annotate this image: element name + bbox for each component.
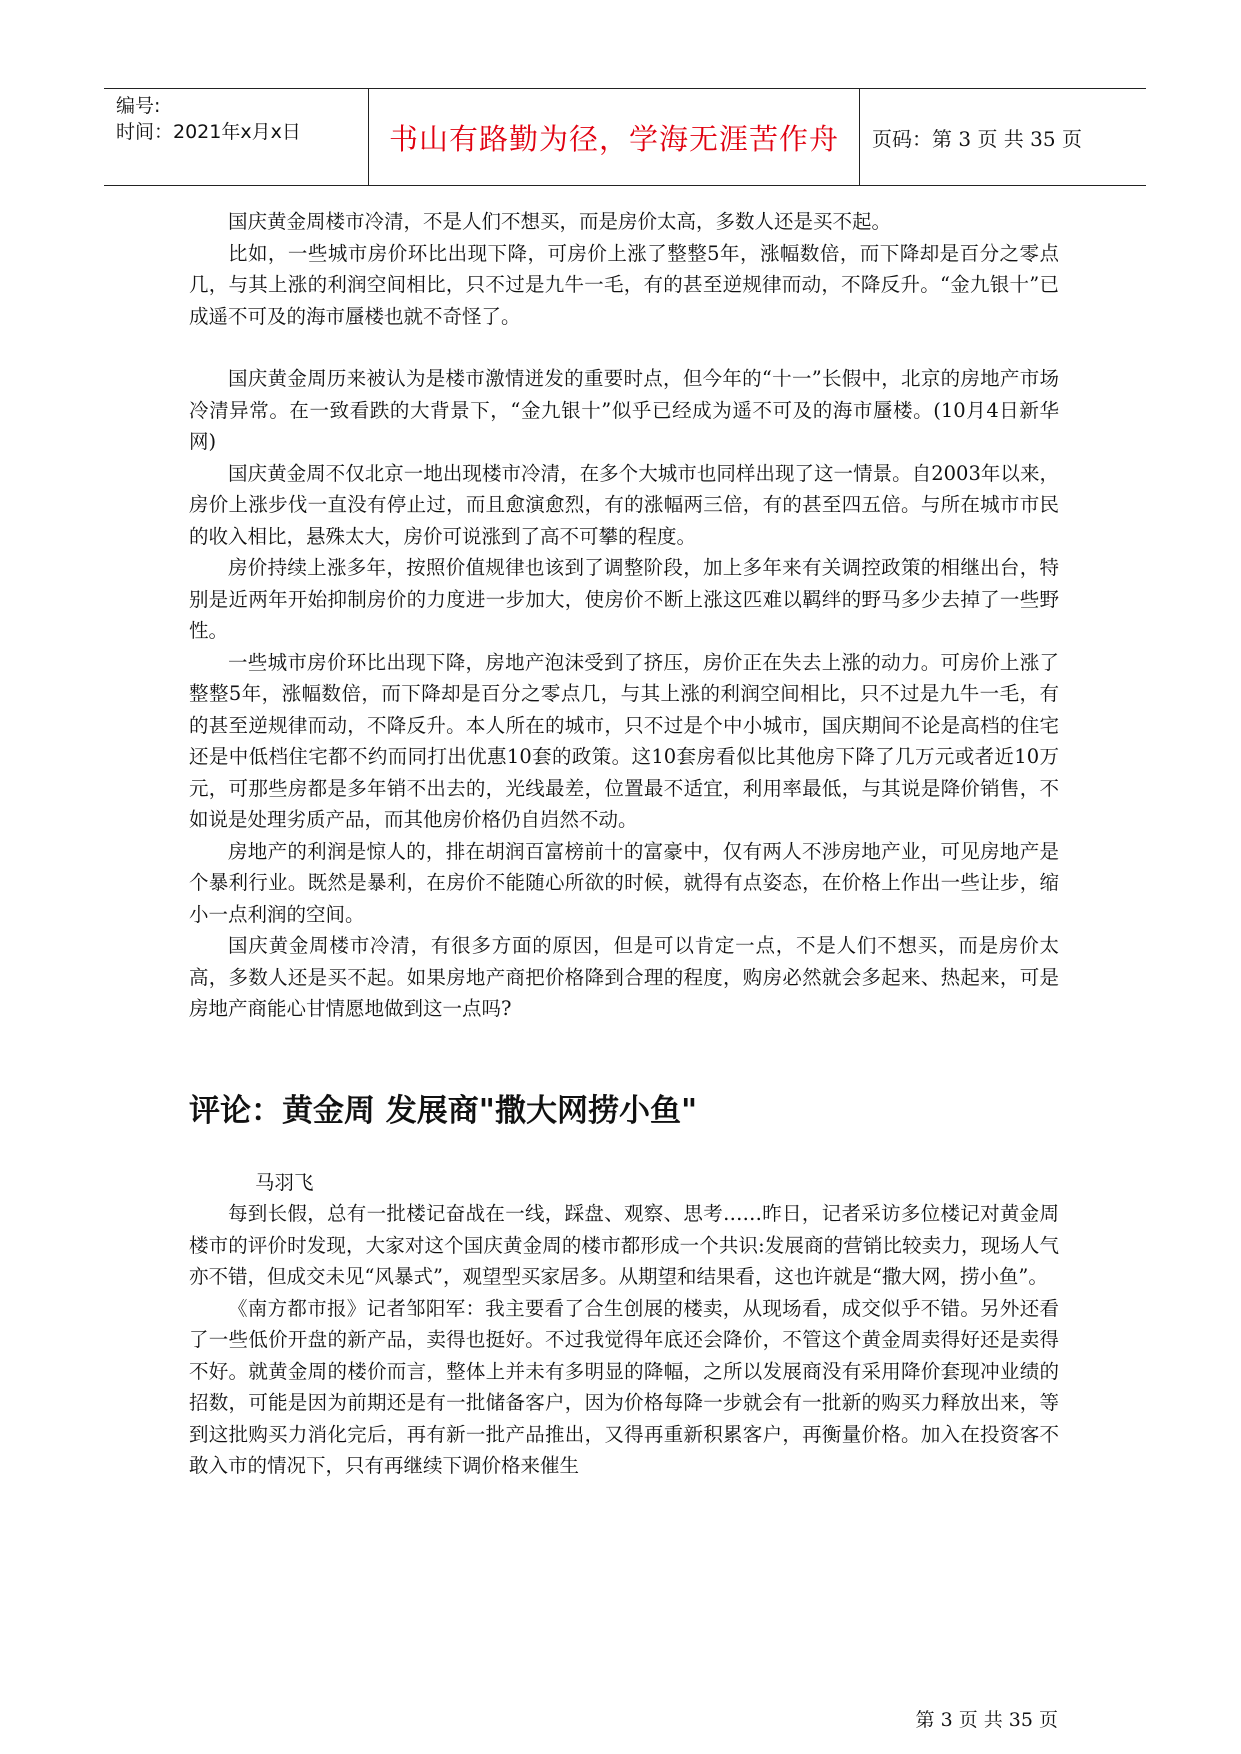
document-body	[189, 206, 1059, 1482]
paragraph: 比如，一些城市房价环比出现下降，可房价上涨了整整5年，涨幅数倍，而下降却是百分之零点几，与其上涨的利润空间相比，只不过是九牛一毛，有的甚至逆规律而动，不降反升。“金九银十”已成遥不可及的海市蜃楼也就不奇怪了。	[189, 241, 1059, 328]
paragraph: 房地产的利润是惊人的，排在胡润百富榜前十的富豪中，仅有两人不涉房地产业，可见房地产是个暴利行业。既然是暴利，在房价不能随心所欲的时候，就得有点姿态，在价格上作出一些让步，缩小一点利润的空间。	[189, 839, 1059, 926]
motto: 书山有路勤为径，学海无涯苦作舟	[388, 122, 839, 156]
time-label: 时间：2021年x月x日	[116, 121, 301, 143]
header-meta-cell	[104, 89, 368, 185]
article-author: 马羽飞	[255, 1170, 314, 1194]
paragraph: 国庆黄金周楼市冷清，不是人们不想买，而是房价太高，多数人还是买不起。	[228, 210, 892, 233]
paragraph: 国庆黄金周历来被认为是楼市激情迸发的重要时点，但今年的“十一”长假中，北京的房地产市场冷清异常。在一致看跌的大背景下，“金九银十”似乎已经成为遥不可及的海市蜃楼。(10月4日新华网)	[189, 367, 1059, 453]
spacer	[189, 1025, 1059, 1089]
page-footer: 第 3 页 共 35 页	[915, 1709, 1058, 1731]
document-header	[104, 88, 1146, 186]
header-motto-cell	[368, 89, 860, 185]
spacer	[189, 332, 1059, 363]
paragraph: 国庆黄金周不仅北京一地出现楼市冷清，在多个大城市也同样出现了这一情景。自2003年以来，房价上涨步伐一直没有停止过，而且愈演愈烈，有的涨幅两三倍，有的甚至四五倍。与所在城市市民的收入相比，悬殊太大，房价可说涨到了高不可攀的程度。	[189, 461, 1059, 548]
spacer	[189, 1133, 1059, 1167]
paragraph: 《南方都市报》记者邹阳军：我主要看了合生创展的楼卖，从现场看，成交似乎不错。另外还看了一些低价开盘的新产品，卖得也挺好。不过我觉得年底还会降价，不管这个黄金周卖得好还是卖得不好。就黄金周的楼价而言，整体上并未有多明显的降幅，之所以发展商没有采用降价套现冲业绩的招数，可能是因为前期还是有一批储备客户，因为价格每降一步就会有一批新的购买力释放出来，等到这批购买力消化完后，再有新一批产品推出，又得再重新积累客户，再衡量价格。加入在投资客不敢入市的情况下，只有再继续下调价格来催生	[189, 1296, 1059, 1477]
article-title: 评论：黄金周 发展商"撒大网捞小鱼"	[189, 1092, 698, 1129]
paragraph: 每到长假，总有一批楼记奋战在一线，踩盘、观察、思考……昨日，记者采访多位楼记对黄金周楼市的评价时发现，大家对这个国庆黄金周的楼市都形成一个共识:发展商的营销比较卖力，现场人气亦不错，但成交未见“风暴式”，观望型买家居多。从期望和结果看，这也许就是“撒大网，捞小鱼”。	[189, 1202, 1059, 1288]
page-label: 页码：第 3 页 共 35 页	[872, 127, 1082, 151]
paragraph: 国庆黄金周楼市冷清，有很多方面的原因，但是可以肯定一点，不是人们不想买，而是房价太高，多数人还是买不起。如果房地产商把价格降到合理的程度，购房必然就会多起来、热起来，可是房地产商能心甘情愿地做到这一点吗?	[189, 934, 1059, 1020]
header-page-cell	[860, 89, 1146, 185]
paragraph: 一些城市房价环比出现下降，房地产泡沫受到了挤压，房价正在失去上涨的动力。可房价上涨了整整5年，涨幅数倍，而下降却是百分之零点几，与其上涨的利润空间相比，只不过是九牛一毛，有的甚至逆规律而动，不降反升。本人所在的城市，只不过是个中小城市，国庆期间不论是高档的住宅还是中低档住宅都不约而同打出优惠10套的政策。这10套房看似比其他房下降了几万元或者近10万元，可那些房都是多年销不出去的，光线最差，位置最不适宜，利用率最低，与其说是降价销售，不如说是处理劣质产品，而其他房价格仍自岿然不动。	[189, 650, 1059, 831]
number-label: 编号:	[116, 95, 161, 117]
paragraph: 房价持续上涨多年，按照价值规律也该到了调整阶段，加上多年来有关调控政策的相继出台，特别是近两年开始抑制房价的力度进一步加大，使房价不断上涨这匹难以羁绊的野马多少去掉了一些野性。	[189, 556, 1059, 642]
